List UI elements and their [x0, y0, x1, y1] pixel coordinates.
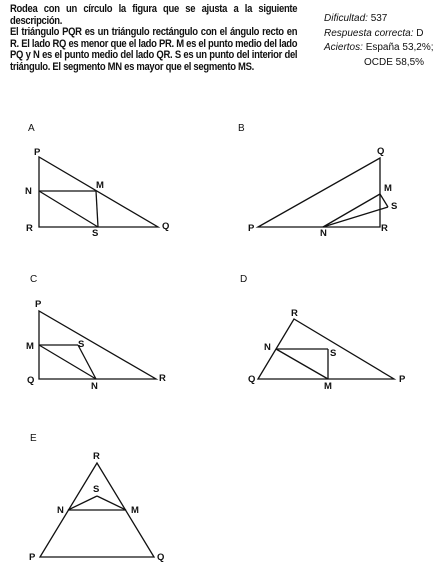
figure-b-point-s: S [391, 201, 398, 212]
figure-b-point-q: Q [377, 146, 385, 157]
option-e-label[interactable]: E [30, 433, 37, 444]
figure-a-point-q: Q [162, 221, 170, 232]
hits-label: Aciertos: [324, 42, 363, 53]
figure-d-point-q: Q [248, 374, 256, 385]
figure-d-point-p: P [399, 374, 406, 385]
figure-b-segment-nm [323, 194, 380, 227]
figure-a-segment-ms [96, 191, 98, 227]
figure-a-triangle [39, 157, 158, 227]
figure-d-segment-nm [276, 349, 328, 379]
figure-e-point-r: R [93, 451, 100, 462]
question-body: El triángulo PQR es un triángulo rectángulo con el ángulo recto en R. El lado RQ es menor que el lado PR. M es el punto medio del lado PQ y N es el punto medio del lado QR. S es un punto del interior del triángulo. El segmento MN es mayor que el segmento MS. [10, 26, 298, 73]
figure-c-point-r: R [159, 373, 166, 384]
option-a-label[interactable]: A [28, 123, 35, 134]
figure-b-point-m: M [384, 183, 392, 194]
answer-value: D [416, 27, 424, 39]
figure-b[interactable] [248, 146, 397, 239]
hits-oecd: OCDE 58,5% [364, 56, 425, 68]
figure-c-point-n: N [91, 381, 98, 392]
figure-a-point-r: R [26, 223, 33, 234]
difficulty-label: Dificultad: [324, 13, 368, 24]
hits-spain: España 53,2%; [365, 42, 434, 53]
figure-a-point-s: S [92, 228, 99, 239]
figure-b-point-n: N [320, 228, 327, 239]
figure-d-point-n: N [264, 342, 271, 353]
figure-a[interactable] [25, 147, 169, 239]
figure-b-triangle [258, 158, 380, 227]
figure-c-point-q: Q [27, 375, 35, 386]
figure-e-point-p: P [29, 552, 36, 563]
figure-b-point-p: P [248, 223, 255, 234]
figure-a-point-p: P [34, 147, 41, 158]
option-c-label[interactable]: C [30, 274, 38, 285]
figure-a-segment-ns [39, 191, 98, 227]
figure-b-point-r: R [381, 223, 388, 234]
figure-c[interactable] [26, 299, 166, 392]
figure-d-point-r: R [291, 308, 298, 319]
figure-e-point-m: M [131, 505, 139, 516]
answer-label: Respuesta correcta: [324, 27, 414, 39]
figure-d-point-s: S [330, 348, 337, 359]
figure-e-point-s: S [93, 484, 100, 495]
figure-c-point-s: S [78, 339, 85, 350]
figure-d[interactable] [248, 308, 406, 392]
difficulty-value: 537 [370, 13, 388, 24]
question-intro: Rodea con un círculo la figura que se ajusta a la siguiente descripción. [10, 3, 298, 27]
option-b-label[interactable]: B [238, 123, 245, 134]
option-d-label[interactable]: D [240, 274, 248, 285]
figure-e-point-q: Q [157, 552, 165, 563]
figure-a-point-m: M [96, 180, 104, 191]
figure-d-point-m: M [324, 381, 332, 392]
figure-b-segment-ns [323, 207, 388, 227]
figure-c-point-m: M [26, 341, 34, 352]
figure-a-point-n: N [25, 186, 32, 197]
figure-c-point-p: P [35, 299, 42, 310]
figure-b-segment-ms [380, 194, 388, 207]
figure-e[interactable] [29, 451, 164, 563]
figure-e-point-n: N [57, 505, 64, 516]
